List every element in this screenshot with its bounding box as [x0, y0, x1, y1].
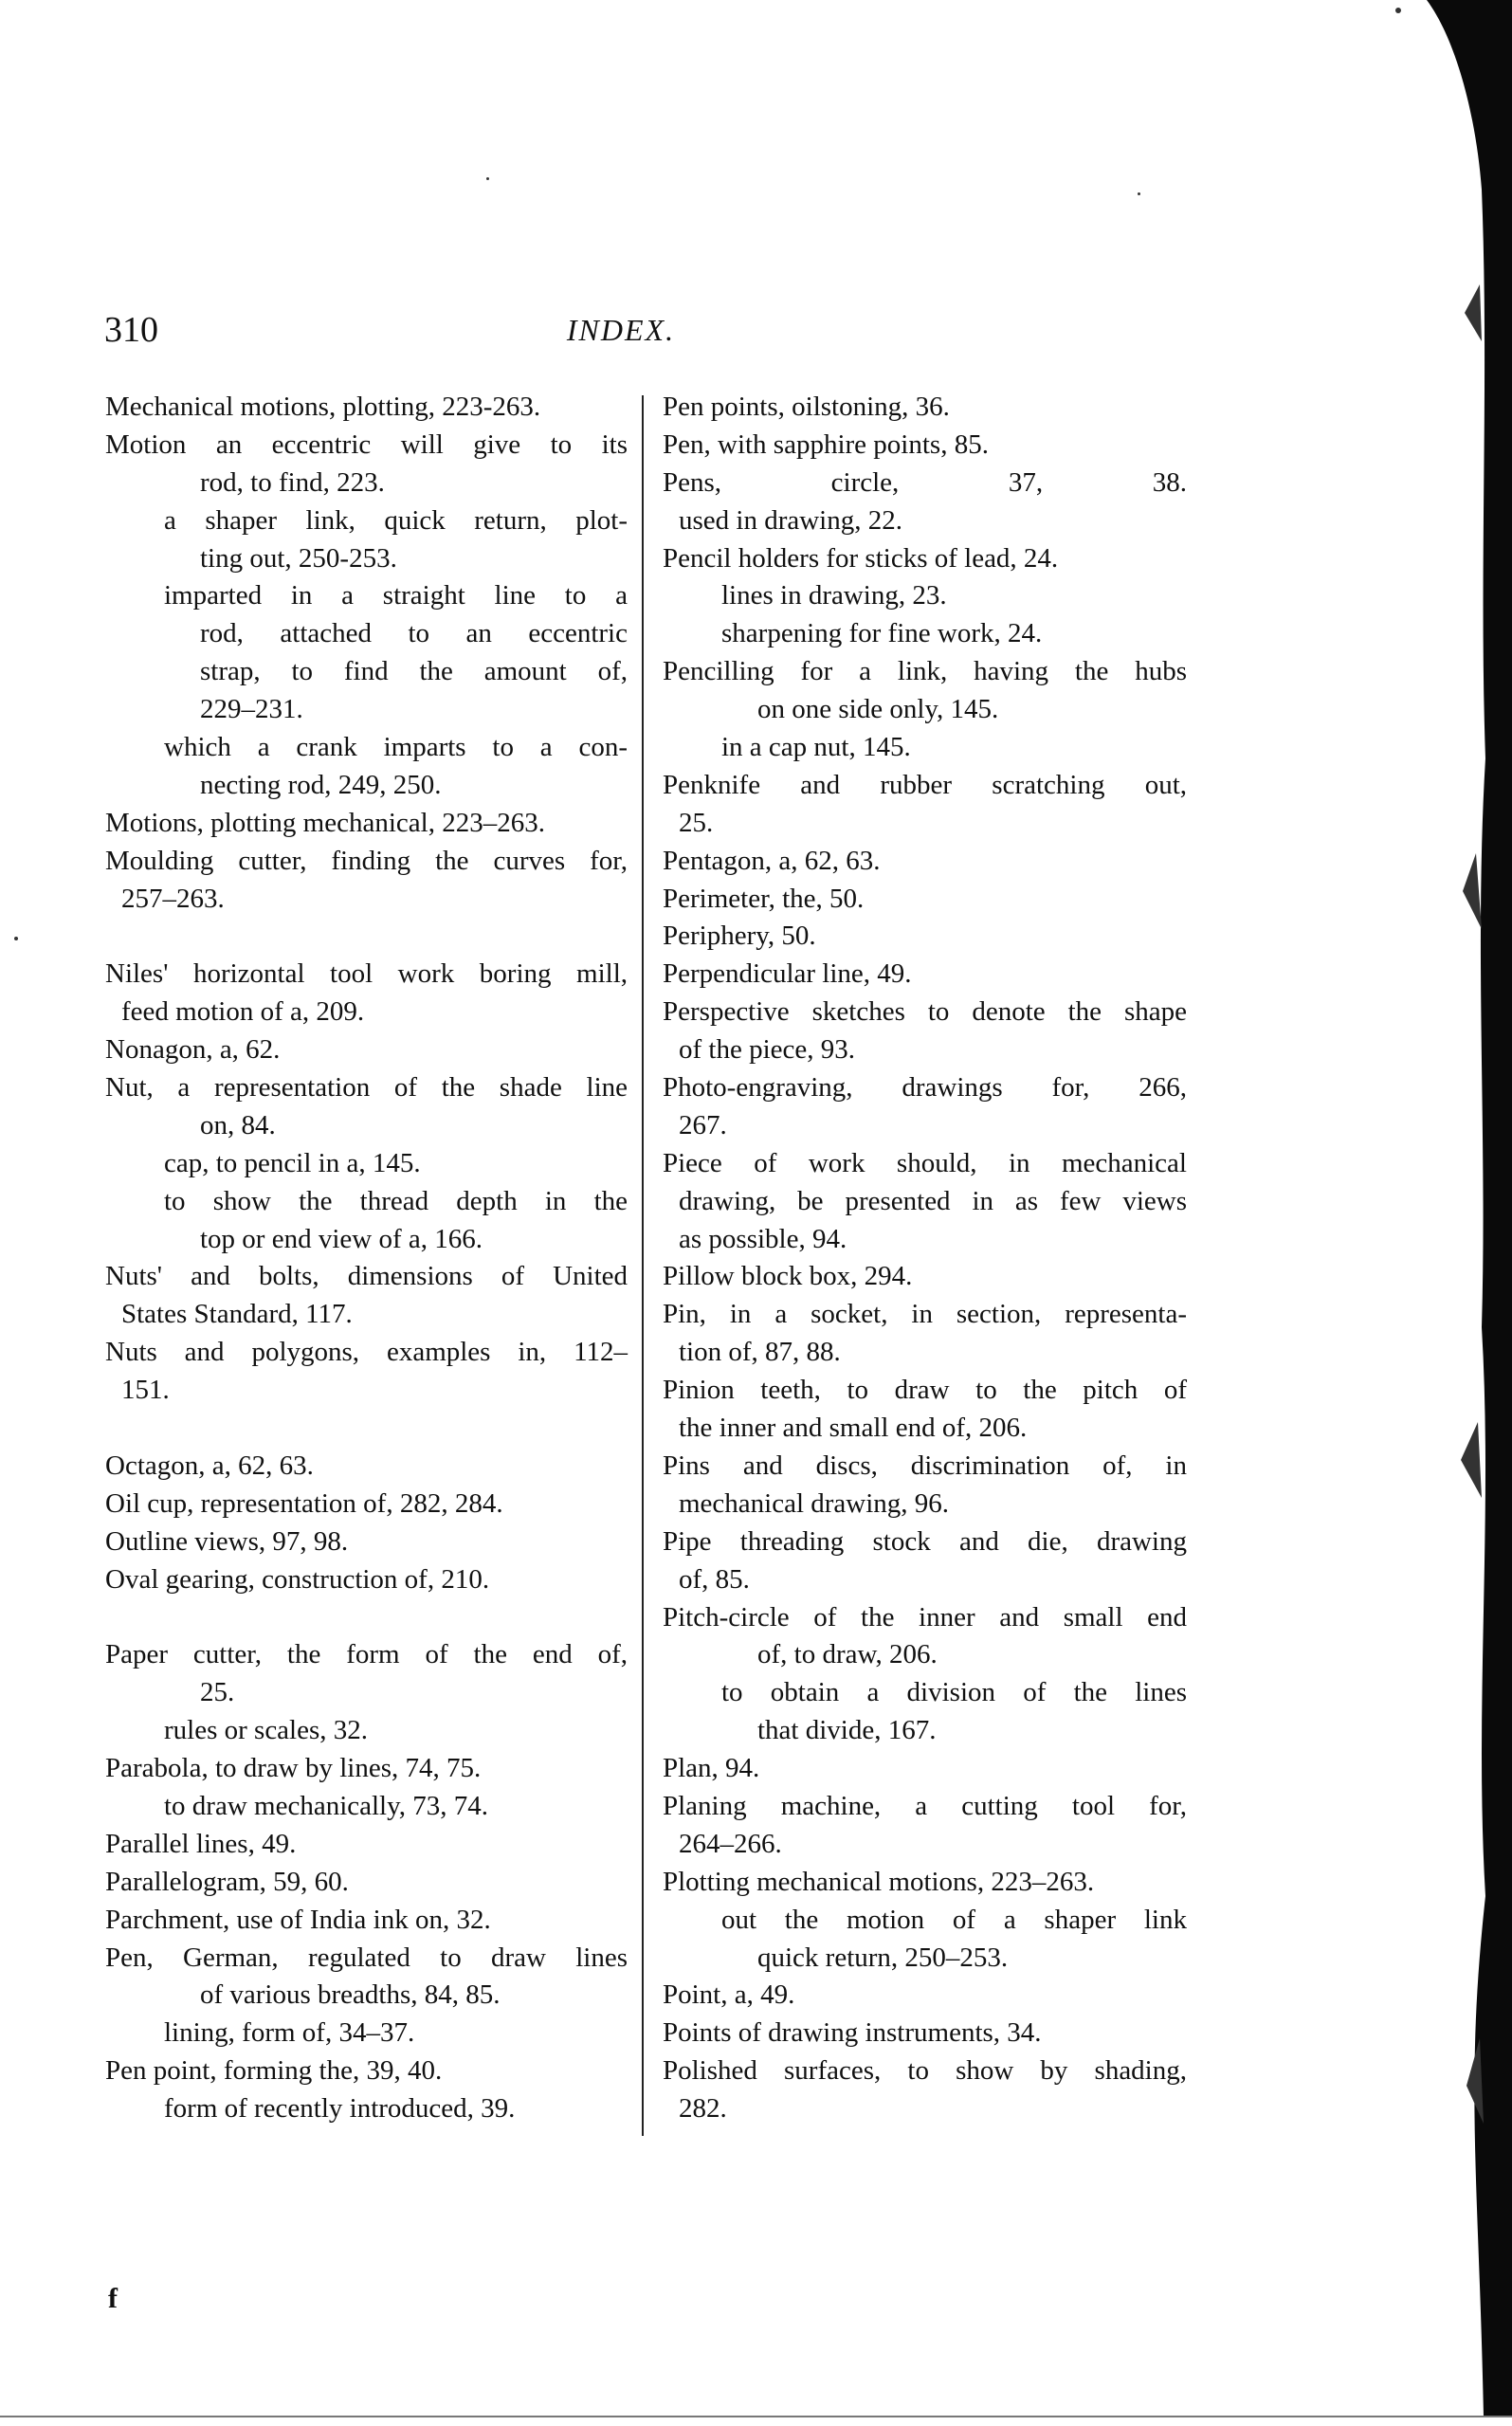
index-entry: Nuts' and bolts, dimensions of United	[105, 1261, 628, 1292]
index-entry-continuation: rod, attached to an eccentric	[200, 618, 628, 649]
index-entry-continuation: strap, to find the amount of,	[200, 656, 628, 687]
index-entry: Pillow block box, 294.	[663, 1261, 913, 1292]
index-entry: Plan, 94.	[663, 1753, 760, 1784]
index-subentry: to obtain a division of the lines	[721, 1677, 1187, 1708]
column-divider	[642, 395, 644, 2136]
index-entry: Pen point, forming the, 39, 40.	[105, 2055, 443, 2087]
index-entry-continuation: drawing, be presented in as few views	[679, 1185, 1187, 1216]
page-number: 310	[104, 310, 158, 350]
index-entry: Oval gearing, construction of, 210.	[105, 1563, 490, 1595]
index-entry-continuation: 267.	[679, 1109, 727, 1140]
index-entry: Pencilling for a link, having the hubs	[663, 656, 1187, 687]
scan-bottom-edge	[0, 2416, 1512, 2417]
index-subentry: imparted in a straight line to a	[164, 580, 628, 611]
index-entry-continuation: 25.	[679, 807, 714, 838]
index-entry: Point, a, 49.	[663, 1979, 795, 2011]
index-entry: Pencil holders for sticks of lead, 24.	[663, 542, 1059, 574]
index-entry: Perpendicular line, 49.	[663, 958, 912, 990]
blank-line	[105, 1410, 628, 1448]
index-entry: Pen points, oilstoning, 36.	[663, 392, 950, 422]
index-entry: Pen, with sapphire points, 85.	[663, 429, 989, 460]
index-entry: Polished surfaces, to show by shading,	[663, 2055, 1187, 2087]
index-entry-continuation: mechanical drawing, 96.	[679, 1487, 950, 1519]
index-entry-continuation: 264–266.	[679, 1828, 782, 1859]
index-entry: Nonagon, a, 62.	[105, 1034, 281, 1066]
index-entry-continuation: the inner and small end of, 206.	[679, 1413, 1028, 1444]
index-entry: Parallel lines, 49.	[105, 1828, 297, 1859]
index-entry-continuation: feed motion of a, 209.	[121, 996, 365, 1028]
index-subentry: to show the thread depth in the	[164, 1185, 628, 1216]
index-entry-continuation: top or end view of a, 166.	[200, 1223, 483, 1254]
index-subentry: in a cap nut, 145.	[721, 732, 911, 763]
index-entry: Mechanical motions, plotting, 223-263.	[105, 392, 541, 422]
index-subentry: a shaper link, quick return, plot-	[164, 504, 628, 536]
index-entry-continuation: tion of, 87, 88.	[679, 1337, 841, 1368]
index-entry: Penknife and rubber scratching out,	[663, 769, 1187, 800]
index-entry: Pens, circle, 37, 38.	[663, 466, 1187, 498]
index-entry: Nut, a representation of the shade line	[105, 1072, 628, 1104]
index-subentry: rules or scales, 32.	[164, 1715, 369, 1746]
scan-speck	[1395, 8, 1401, 13]
index-entry-continuation: of, 85.	[679, 1563, 750, 1595]
index-entry: Periphery, 50.	[663, 921, 816, 952]
index-entry: Niles' horizontal tool work boring mill,	[105, 958, 628, 990]
index-entry-continuation: 257–263.	[121, 883, 225, 914]
index-entry: Parchment, use of India ink on, 32.	[105, 1904, 491, 1935]
page-binding-shadow	[1427, 0, 1512, 2417]
index-entry: Moulding cutter, finding the curves for,	[105, 845, 628, 876]
index-entry: Pen, German, regulated to draw lines	[105, 1942, 628, 1973]
index-subentry: lining, form of, 34–37.	[164, 2017, 415, 2049]
index-entry: Paper cutter, the form of the end of,	[105, 1639, 628, 1670]
index-entry-continuation: as possible, 94.	[679, 1223, 847, 1254]
index-subentry: lines in drawing, 23.	[721, 580, 947, 611]
index-entry: Pipe threading stock and die, drawing	[663, 1525, 1187, 1557]
index-entry: Pentagon, a, 62, 63.	[663, 845, 881, 876]
index-column-left	[105, 389, 628, 2128]
index-entry-continuation: 151.	[121, 1375, 170, 1406]
index-entry-continuation: that divide, 167.	[757, 1715, 937, 1746]
scan-speck	[1138, 192, 1140, 195]
index-entry: Photo-engraving, drawings for, 266,	[663, 1072, 1187, 1104]
scan-speck	[14, 937, 18, 940]
index-subentry: which a crank imparts to a con-	[164, 732, 628, 763]
blank-line	[105, 1599, 628, 1637]
blank-line	[105, 918, 628, 956]
index-entry-continuation: necting rod, 249, 250.	[200, 769, 442, 800]
index-entry: Pitch-circle of the inner and small end	[663, 1601, 1187, 1633]
index-entry: Points of drawing instruments, 34.	[663, 2017, 1042, 2049]
index-entry-continuation: of the piece, 93.	[679, 1034, 856, 1066]
index-entry-continuation: States Standard, 117.	[121, 1299, 353, 1330]
index-entry: Motions, plotting mechanical, 223–263.	[105, 807, 545, 838]
index-entry: Parabola, to draw by lines, 74, 75.	[105, 1753, 482, 1784]
index-subentry: form of recently introduced, 39.	[164, 2093, 516, 2125]
index-entry: Plotting mechanical motions, 223–263.	[663, 1866, 1095, 1897]
index-entry-continuation: quick return, 250–253.	[757, 1942, 1009, 1973]
index-entry-continuation: of, to draw, 206.	[757, 1639, 938, 1670]
index-entry-continuation: 282.	[679, 2093, 727, 2125]
index-entry-continuation: used in drawing, 22.	[679, 504, 902, 536]
index-entry-continuation: ting out, 250-253.	[200, 542, 397, 574]
index-entry: Piece of work should, in mechanical	[663, 1147, 1187, 1178]
scan-speck	[486, 177, 489, 180]
index-subentry: cap, to pencil in a, 145.	[164, 1147, 421, 1178]
index-entry: Perspective sketches to denote the shape	[663, 996, 1187, 1028]
index-entry: Pin, in a socket, in section, representa-	[663, 1299, 1187, 1330]
index-subentry: sharpening for fine work, 24.	[721, 618, 1043, 649]
index-entry-continuation: rod, to find, 223.	[200, 466, 385, 498]
index-entry: Nuts and polygons, examples in, 112–	[105, 1337, 628, 1368]
index-entry: Parallelogram, 59, 60.	[105, 1866, 349, 1897]
index-entry-continuation: of various breadths, 84, 85.	[200, 1979, 501, 2011]
index-entry-continuation: 25.	[200, 1677, 235, 1708]
index-entry: Perimeter, the, 50.	[663, 883, 865, 914]
index-column-right	[663, 389, 1187, 2128]
index-subentry: to draw mechanically, 73, 74.	[164, 1790, 488, 1821]
index-entry: Octagon, a, 62, 63.	[105, 1450, 314, 1481]
index-entry: Planing machine, a cutting tool for,	[663, 1790, 1187, 1821]
index-entry: Outline views, 97, 98.	[105, 1525, 349, 1557]
index-entry-continuation: on, 84.	[200, 1109, 276, 1140]
index-entry: Pinion teeth, to draw to the pitch of	[663, 1375, 1187, 1406]
index-entry: Pins and discs, discrimination of, in	[663, 1450, 1187, 1481]
index-entry: Motion an eccentric will give to its	[105, 429, 628, 460]
stray-mark: f	[108, 2283, 118, 2314]
index-entry-continuation: 229–231.	[200, 694, 303, 725]
index-entry: Oil cup, representation of, 282, 284.	[105, 1487, 503, 1519]
index-entry-continuation: on one side only, 145.	[757, 694, 999, 725]
index-subentry: out the motion of a shaper link	[721, 1904, 1187, 1935]
running-title: INDEX.	[566, 313, 676, 347]
